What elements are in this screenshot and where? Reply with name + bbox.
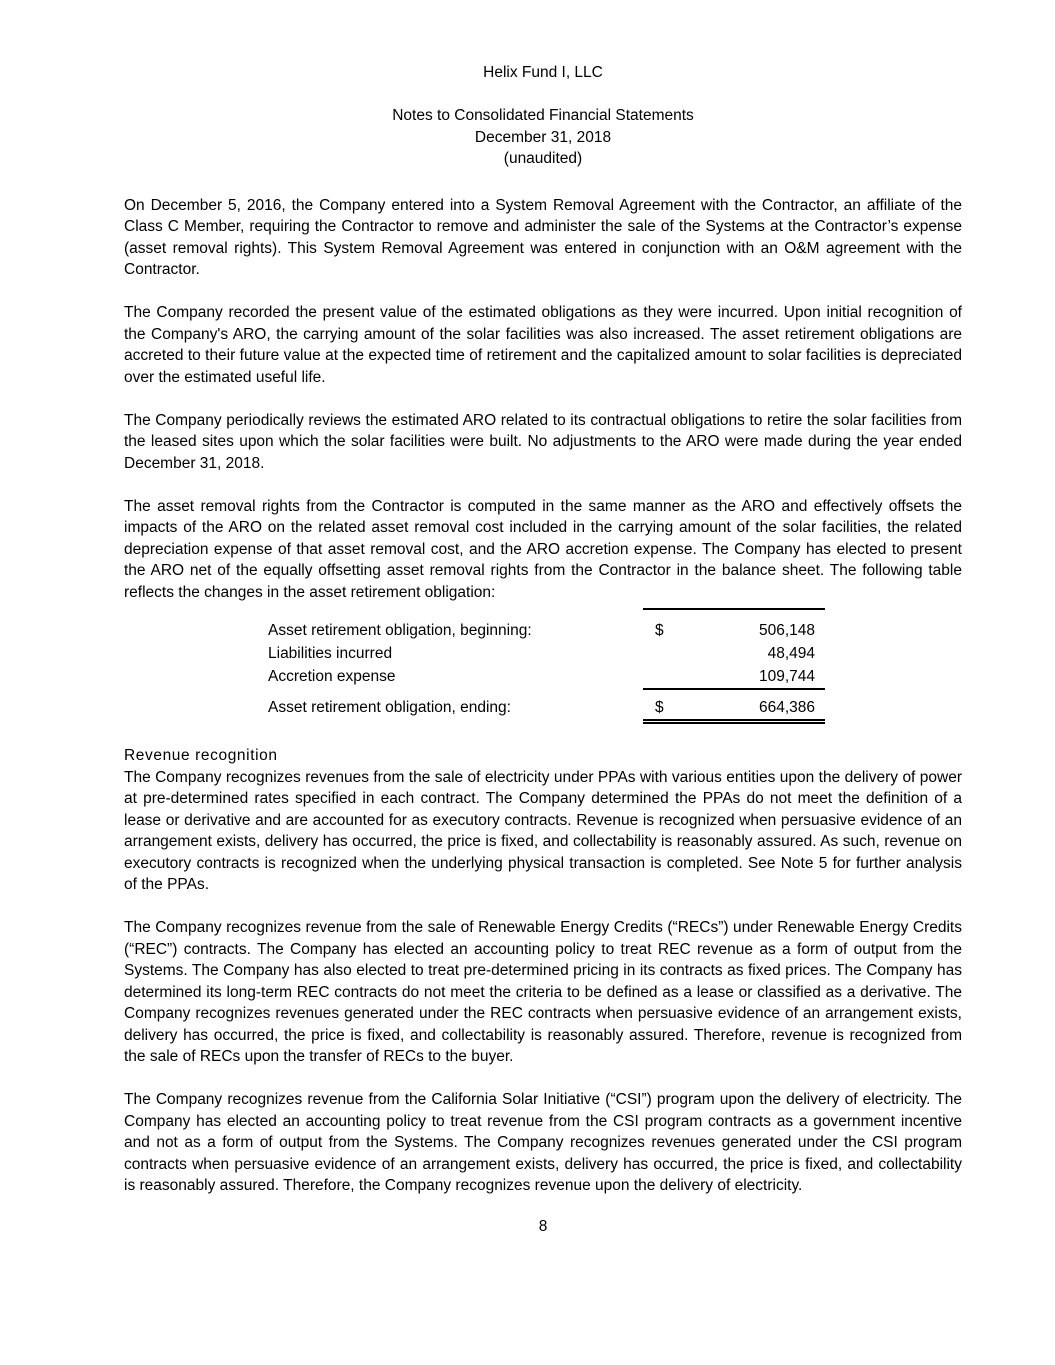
paragraph-revenue-csi: The Company recognizes revenue from the California Solar Initiative (“CSI”) program upon the delivery of electricity. The Company has elected an accounting policy to treat revenue from the CSI program contracts as a government incentive and not as a form of output from the Systems. The Company recognizes revenues generated under the CSI program contracts when persuasive evidence of an arrangement exists, delivery has occurred, the price is fixed, and collectability is reasonably assured. Therefore, the Company recognizes revenue upon the delivery of electricity. [124, 1091, 962, 1194]
table-row-total [268, 696, 962, 724]
document-header [124, 62, 962, 170]
row-label: Asset retirement obligation, beginning: [268, 622, 532, 639]
paragraph-system-removal-agreement: On December 5, 2016, the Company entered into a System Removal Agreement with the Contractor, an affiliate of the Class C Member, requiring the Contractor to remove and administer the sale of the Systems at the Contractor’s expense (asset removal rights). This System Removal Agreement was entered in conjunction with an O&M agreement with the Contractor. [124, 196, 962, 278]
audit-status: (unaudited) [503, 150, 583, 167]
row-label: Accretion expense [268, 668, 396, 685]
row-label: Asset retirement obligation, ending: [268, 699, 511, 716]
page-number: 8 [538, 1217, 548, 1235]
row-amount [643, 665, 825, 690]
currency-symbol: $ [655, 622, 664, 639]
table-row [268, 665, 962, 690]
paragraph-aro-recognition: The Company recorded the present value of the estimated obligations as they were incurred. Upon initial recognition of the Company's ARO, the carrying amount of the solar facilities was also increased. The asset retirement obligations are accreted to their future value at the expected time of retirement and the capitalized amount to solar facilities is depreciated over the estimated useful life. [124, 304, 962, 386]
aro-rollforward-table [268, 608, 962, 724]
amount-value: 506,148 [758, 622, 815, 639]
currency-symbol: $ [655, 699, 664, 716]
paragraph-revenue-recs: The Company recognizes revenue from the sale of Renewable Energy Credits (“RECs”) under Renewable Energy Credits (“REC”) contracts. The Company has elected an accounting policy to treat REC revenue as a form of output from the Systems. The Company has also elected to treat pre-determined pricing in its contracts as fixed prices. The Company has determined its long-term REC contracts do not meet the criteria to be defined as a lease or classified as a derivative. The Company recognizes revenues generated under the REC contracts when persuasive evidence of an arrangement exists, delivery has occurred, the price is fixed, and collectability is reasonably assured. Therefore, revenue is recognized from the sale of RECs upon the transfer of RECs to the buyer. [124, 919, 962, 1065]
row-amount [643, 619, 825, 642]
paragraph-asset-removal-rights: The asset removal rights from the Contractor is computed in the same manner as the ARO and effectively offsets the impacts of the ARO on the related asset removal cost included in the carrying amount of the solar facilities, the related depreciation expense of that asset removal cost, and the ARO accretion expense. The Company has elected to present the ARO net of the equally offsetting asset removal rights from the Contractor in the balance sheet. The following table reflects the changes in the asset retirement obligation: [124, 497, 962, 601]
row-label: Liabilities incurred [268, 645, 393, 662]
table-row [268, 642, 962, 665]
table-row [268, 619, 962, 642]
amount-value: 109,744 [758, 668, 815, 685]
company-name: Helix Fund I, LLC [483, 64, 603, 81]
amount-value: 48,494 [767, 645, 815, 662]
row-amount [643, 642, 825, 665]
document-title: Notes to Consolidated Financial Statements [392, 107, 694, 124]
paragraph-aro-review: The Company periodically reviews the estimated ARO related to its contractual obligations to retire the solar facilities from the leased sites upon which the solar facilities were built. No adjustments to the ARO were made during the year ended December 31, 2018. [124, 411, 962, 472]
amount-value: 664,386 [758, 699, 815, 716]
section-heading-revenue-recognition: Revenue recognition [124, 747, 278, 764]
table-top-rule [643, 608, 825, 610]
paragraph-revenue-ppa: The Company recognizes revenues from the sale of electricity under PPAs with various entities upon the delivery of power at pre-determined rates specified in each contract. The Company determined the PPAs do not meet the definition of a lease or derivative and are accounted for as executory contracts. Revenue is recognized when persuasive evidence of an arrangement exists, delivery has occurred, the price is fixed, and collectability is reasonably assured. As such, revenue on executory contracts is recognized when the underlying physical transaction is completed. See Note 5 for further analysis of the PPAs. [124, 768, 962, 893]
document-date: December 31, 2018 [474, 128, 612, 146]
row-amount [643, 696, 825, 724]
